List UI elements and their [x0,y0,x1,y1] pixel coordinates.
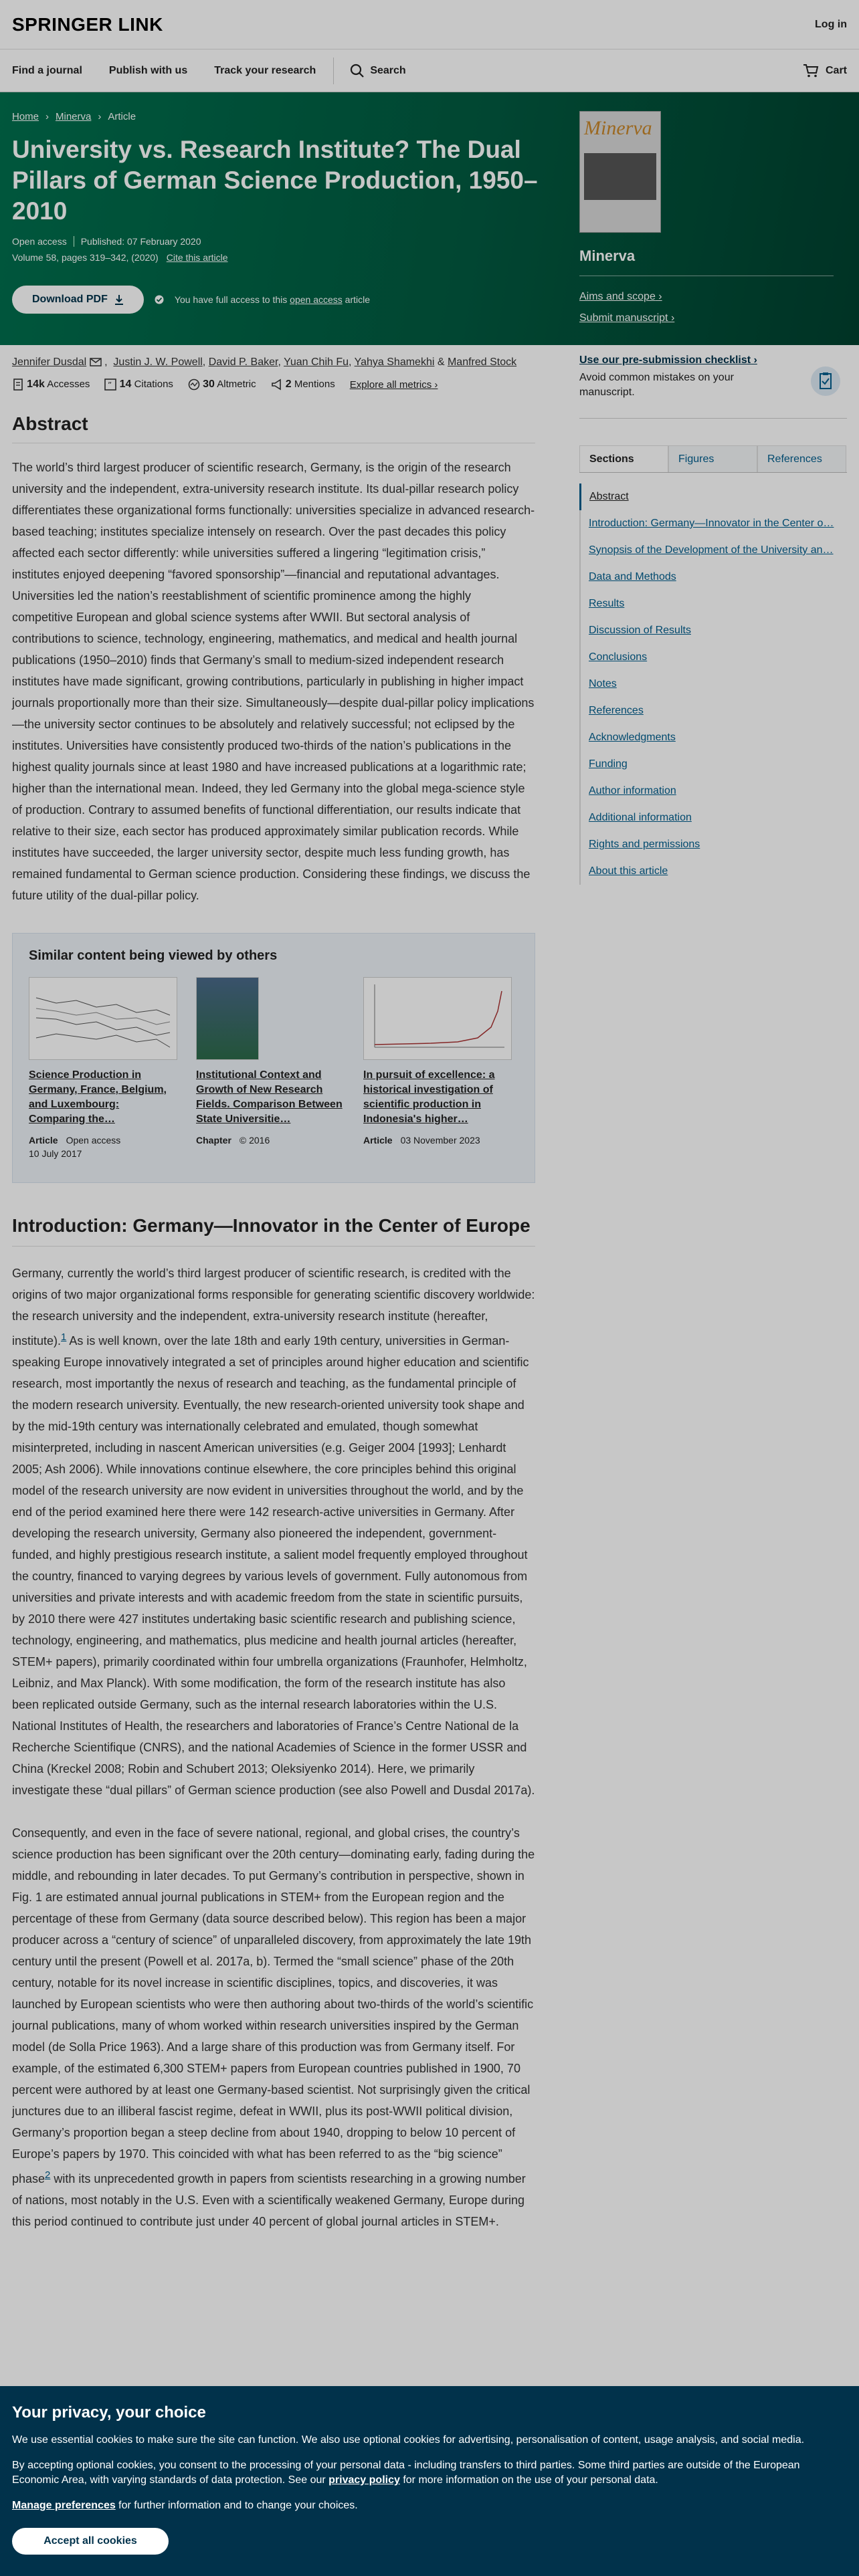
toc-item[interactable]: References [589,705,644,716]
find-journal-link[interactable]: Find a journal [12,64,82,76]
volume-info: Volume 58, pages 319–342, (2020) [12,252,159,263]
consent-text-1: We use essential cookies to make sure the site can function. We also use optional cookies for advertising, personalisation of content, usage analysis, and social media. [12,2434,805,2446]
privacy-policy-link[interactable]: privacy policy [328,2474,400,2486]
intro-heading: Introduction: Germany—Innovator in the Center of Europe [12,1215,531,1237]
toc-item[interactable]: Conclusions [589,651,648,663]
access-prefix: You have full access to this [174,294,288,305]
toc-item[interactable]: About this article [589,865,668,877]
cookie-consent-banner [0,2386,859,2576]
toc-item[interactable]: Notes [589,678,617,689]
accesses-label: Accesses [47,379,90,390]
altmetric-value: 30 [203,379,215,390]
springer-link-logo[interactable]: SPRINGER LINK [12,13,163,35]
intro-p2-part-b: with its unprecedented growth in papers from scientists researching in a growing number of nations, most notably in the U.S. Even with a scientifically weakened Germany, Europe during this period continued to contribute just under 40 percent of global journal articles in STEM+. [12,2172,526,2229]
search-label: Search [370,64,406,76]
similar-card-access: Open access [66,1135,121,1146]
published-date: Published: 07 February 2020 [80,236,201,247]
similar-card-date: © 2016 [239,1135,270,1146]
intro-p1-part-a: Germany, currently the world’s third largest producer of scientific research, is credited with the origins of two major organizational forms responsible for generating scientific discovery worldwide: the research university and the independent, extra-university research institute (hereafter, institute). [12,1267,535,1348]
author-link[interactable]: Justin J. W. Powell [113,356,203,368]
author-list: Jennifer Dusdal , Justin J. W. Powell, David P. Baker, Yuan Chih Fu, Yahya Shamekhi & Manfred Stock [12,356,517,368]
submit-manuscript-label: Submit manuscript [579,312,668,324]
breadcrumb-current: Article [108,111,136,122]
checklist-link-label: Use our pre-submission checklist [579,354,751,366]
footnote-link[interactable]: 2 [45,2169,51,2181]
publish-link[interactable]: Publish with us [108,64,188,76]
cover-title: Minerva [584,117,652,139]
citations-value: 14 [119,379,132,390]
similar-heading: Similar content being viewed by others [29,948,278,964]
article-title: University vs. Research Institute? The Dual Pillars of German Science Production, 1950–2010 [12,136,538,225]
consent-heading: Your privacy, your choice [12,2403,206,2422]
submit-manuscript-link[interactable]: Submit manuscript › [579,312,675,324]
open-access-badge: Open access [12,236,67,247]
tab-figures[interactable]: Figures [668,445,757,472]
similar-card-title[interactable]: Science Production in Germany, France, Belgium, and Luxembourg: Comparing the… [29,1069,167,1125]
mentions-label: Mentions [294,379,335,390]
citations-label: Citations [134,379,173,390]
aims-scope-label: Aims and scope [579,291,656,302]
login-link[interactable]: Log in [815,18,847,30]
footnote-link[interactable]: 1 [61,1331,67,1344]
track-research-link[interactable]: Track your research [214,64,316,76]
checklist-text: Avoid common mistakes on your manuscript. [579,372,734,398]
manage-preferences-link[interactable]: Manage preferences [12,2500,116,2511]
consent-text-2-a: By accepting optional cookies, you consent to the processing of your personal data - including transfers to third parties. Some third parties are outside of the European Economic Area, with varying standards of data protection. See our [12,2460,800,2486]
tab-sections[interactable]: Sections [579,445,668,472]
toc-item[interactable]: Data and Methods [589,571,676,582]
consent-text-2-b: for more information on the use of your personal data. [399,2474,658,2486]
intro-p1-part-b: As is well known, over the late 18th and early 19th century, universities in German-speaking Europe innovatively integrated a set of principles around higher education and scientific research, most importantly the nexus of research and teaching, as the fundamental principle of the modern research university. Eventually, the new research-oriented university took shape and by the mid-19th century was internationally celebrated and emulated, though somewhat misinterpreted, including in nascent American universities (e.g. Geiger 2004 [1993]; Lenhardt 2005; Ash 2006). While innovations continue elsewhere, the core principles behind this original model of the research university are now evident in universities throughout the world, and by the end of the period examined here there were 142 research-active universities in Germany. After developing the research university, Germany also pioneered the independent, government-funded, and highly prestigious research institute, a salient model frequently employed throughout the country, financed to varying degrees by various levels of government. Fully autonomous from universities and private interests and with academic freedom from the state in scientific pursuits, by 2010 there were 427 institutes undertaking basic scientific research and publishing science, technology, engineering, and mathematics, plus medicine and health journal articles (hereafter, STEM+ papers), primarily coordinated within four umbrella organizations (Fraunhofer, Helmholtz, Leibniz, and Max Planck). With some modification, the form of the research institute has also been replicated outside Germany, such as the internal research laboratories within the U.S. National Institutes of Health, the researchers and laboratories of France’s Centre National de la Recherche Scientifique (CNRS), and the national Academies of Science in the former USSR and China (Kreckel 2008; Robin and Schubert 2013; Oleksiyenko 2014). Here, we primarily investigate these “dual pillars” of German science production (see also Powell and Dusdal 2017a). [12,1334,535,1798]
explore-metrics-link[interactable]: Explore all metrics › [349,379,438,391]
mentions-value: 2 [285,379,292,390]
cart-label: Cart [825,64,847,76]
download-pdf-label: Download PDF [32,294,108,305]
manage-text: for further information and to change your choices. [115,2500,358,2511]
similar-card-type: Article [29,1135,58,1146]
author-link[interactable]: Yuan Chih Fu [284,356,349,368]
chevron-right-icon: › [45,111,50,122]
toc-item[interactable]: Additional information [589,812,692,823]
breadcrumb-home[interactable]: Home [12,111,39,122]
toc-item[interactable]: Results [589,598,625,609]
altmetric-label: Altmetric [217,379,256,390]
toc-item[interactable]: Rights and permissions [589,839,700,850]
open-access-link[interactable]: open access [290,294,343,305]
consent-text-2 [12,2458,847,2488]
toc-item[interactable]: Discussion of Results [589,625,691,636]
breadcrumb-journal[interactable]: Minerva [56,111,92,122]
similar-card-date: 03 November 2023 [400,1135,480,1146]
toc-item[interactable]: Synopsis of the Development of the University an… [589,544,834,556]
similar-card-date: 10 July 2017 [29,1148,82,1160]
similar-card-type: Article [363,1135,393,1146]
intro-p2-part-a: Consequently, and even in the face of severe national, regional, and global crises, the country’s science production has been significant over the 20th century—dominating early, fading during the middle, and rebounding in later decades. To put Germany’s contribution in perspective, shown in Fig. 1 are estimated annual journal publications in STEM+ from the European region and the percentage of these from Germany (data source described below). This region has been a major producer across a “century of science” of unparalleled discovery, from approximately the late 19th century until the present (Powell et al. 2017a, b). Termed the “small science” phase of the 20th century, notable for its novel increase in scientific disciplines, topics, and discoveries, it was launched by European scientists who were then authoring about two-thirds of the world’s scientific journal publications, many of whom worked within research universities inspired by the German model (de Solla Price 1963). And a large share of this production was from Germany itself. For example, of the estimated 6,300 STEM+ papers from European countries published in 1900, 70 percent were authored by at least one Germany-based scientist. Not surprisingly given the critical junctures due to an illiberal fascist regime, defeat in WWII, plus its post-WWII political division, Germany’s proportion began a steep decline from about 1940, dropping to below 10 percent of Europe’s papers by 1970. This coincided with what has been referred to as the “big science” phase [12,1826,535,2186]
author-link[interactable]: Manfred Stock [447,356,517,368]
toc-item[interactable]: Author information [589,785,676,796]
explore-metrics-label: Explore all metrics [349,379,432,391]
abstract-text: The world’s third largest producer of scientific research, Germany, is the origin of the research university and the independent, extra-university research institute. Its dual-pillar research policy differentiates these organizational forms functionally: universities specialize in advanced research-based teaching; institutes specialize intensely on research. Over the past decades this policy affected each sector differently: while universities suffered a lingering “legitimation crisis,” institutes enjoyed deepening “favored sponsorship”—financial and reputational advantages. Universities led the nation’s reestablishment of scientific prominence among the highly competitive European and global science systems after WWII. But sectoral analysis of contributions to science, technology, engineering, mathematics, and medical and health journal publications (1950–2010) finds that Germany’s small to medium-sized independent research institutes have made significant, growing contributions, particularly in publishing in higher impact journals proportionally more than their size. Simultaneously—despite dual-pillar policy implications—the university sector continues to be absolutely and relatively successful; not eclipsed by the institutes. Universities have consistently produced two-thirds of the nation’s publications in the highest quality journals since at least 1980 and have increased publications at a logarithmic rate; higher than the international mean. Indeed, they led Germany into the global mega-science style of production. Contrary to assumed benefits of functional differentiation, our results indicate that relative to their size, each sector has produced approximately similar publication records. While institutes have succeeded, the larger university sector, despite much less funding growth, has remained fundamental to German science production. Considering these findings, we discuss the future utility of the dual-pillar policy. [12,461,535,903]
author-link[interactable]: Jennifer Dusdal [12,356,87,368]
access-suffix: article [345,294,371,305]
toc-item[interactable]: Abstract [579,484,847,510]
checklist-link[interactable]: Use our pre-submission checklist › [579,354,757,366]
accept-cookies-button[interactable]: Accept all cookies [12,2528,169,2555]
similar-card-title[interactable]: Institutional Context and Growth of New Research Fields. Comparison Between State Universitie… [196,1069,343,1125]
abstract-heading: Abstract [12,413,88,435]
similar-card-title[interactable]: In pursuit of excellence: a historical investigation of scientific production in Indonesia's higher… [363,1069,495,1125]
accesses-value: 14k [27,379,45,390]
author-link[interactable]: David P. Baker [208,356,278,368]
tab-references[interactable]: References [757,445,846,472]
toc-item[interactable]: Funding [589,758,628,770]
toc-item[interactable]: Introduction: Germany—Innovator in the Center o… [589,518,834,529]
aims-scope-link[interactable]: Aims and scope › [579,291,662,302]
journal-name[interactable]: Minerva [579,247,636,264]
consent-manage-text [12,2498,847,2513]
similar-card-type: Chapter [196,1135,231,1146]
cite-link[interactable]: Cite this article [166,252,228,263]
svg-text:”: ” [108,381,112,391]
toc-item[interactable]: Acknowledgments [589,732,676,743]
author-link[interactable]: Yahya Shamekhi [354,356,435,368]
chevron-right-icon: › [98,111,102,122]
